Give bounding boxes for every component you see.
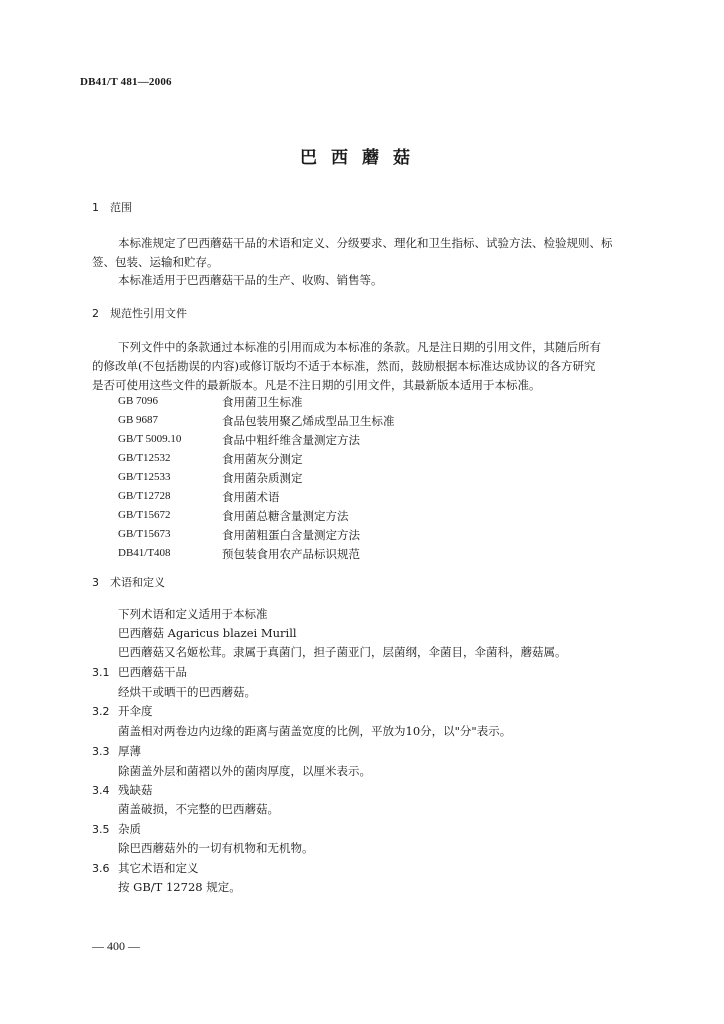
section-1-scope-line: 本标准适用于巴西蘑菇干品的生产、收购、销售等。: [118, 273, 383, 287]
reference-code: GB 9687: [118, 414, 159, 426]
reference-title: 食用菌灰分测定: [222, 452, 303, 466]
reference-title: 食用菌杂质测定: [222, 471, 303, 485]
reference-title: 食用菌术语: [222, 490, 280, 504]
section-2-paragraph-line: 下列文件中的条款通过本标准的引用而成为本标准的条款。凡是注日期的引用文件，其随后所有: [118, 340, 601, 354]
reference-title: 食品中粗纤维含量测定方法: [222, 433, 360, 447]
reference-title: 食品包装用聚乙烯成型品卫生标准: [222, 414, 395, 428]
section-2-paragraph-line: 的修改单(不包括勘误的内容)或修订版均不适于本标准，然而，鼓励根据本标准达成协议的各方研究: [92, 359, 596, 373]
term-number: 3.3: [92, 745, 110, 758]
term-definition: 除巴西蘑菇外的一切有机物和无机物。: [118, 841, 314, 855]
term-definition: 菌盖相对两卷边内边缘的距离与菌盖宽度的比例，平放为10分，以"分"表示。: [118, 724, 512, 738]
page-number: — 400 —: [92, 939, 140, 953]
reference-code: GB/T12532: [118, 452, 171, 464]
term-name: 杂质: [118, 822, 141, 836]
reference-title: 食用菌总糖含量测定方法: [222, 509, 349, 523]
term-name: 厚薄: [118, 744, 141, 758]
term-definition: 按 GB/T 12728 规定。: [118, 880, 241, 894]
document-code: DB41/T 481—2006: [80, 76, 172, 88]
section-1-paragraph-line: 本标准规定了巴西蘑菇干品的术语和定义、分级要求、理化和卫生指标、试验方法、检验规则、标: [118, 236, 613, 250]
term-name: 巴西蘑菇干品: [118, 665, 187, 679]
term-number: 3.5: [92, 823, 110, 836]
section-2-heading: 2 规范性引用文件: [92, 307, 187, 320]
term-number: 3.2: [92, 705, 110, 718]
section-2-paragraph-line: 是否可使用这些文件的最新版本。凡是不注日期的引用文件，其最新版本适用于本标准。: [92, 378, 541, 392]
reference-code: GB/T15673: [118, 528, 171, 540]
reference-code: GB/T12728: [118, 490, 171, 502]
term-number: 3.6: [92, 862, 110, 875]
reference-code: DB41/T408: [118, 547, 171, 559]
section-1-heading: 1 范围: [92, 201, 132, 214]
reference-code: GB/T15672: [118, 509, 171, 521]
term-number: 3.1: [92, 666, 110, 679]
section-3-heading: 3 术语和定义: [92, 576, 165, 589]
reference-title: 预包装食用农产品标识规范: [222, 547, 360, 561]
reference-title: 食用菌卫生标准: [222, 395, 303, 409]
section-3-description: 巴西蘑菇又名姬松茸。隶属于真菌门，担子菌亚门，层菌纲，伞菌目，伞菌科，蘑菇属。: [118, 645, 567, 659]
term-name: 残缺菇: [118, 783, 153, 797]
term-definition: 经烘干或晒干的巴西蘑菇。: [118, 685, 256, 699]
reference-code: GB 7096: [118, 395, 159, 407]
term-definition: 菌盖破损，不完整的巴西蘑菇。: [118, 802, 279, 816]
term-number: 3.4: [92, 784, 110, 797]
reference-code: GB/T12533: [118, 471, 171, 483]
term-name: 其它术语和定义: [118, 861, 199, 875]
reference-code: GB/T 5009.10: [118, 433, 182, 445]
section-3-intro: 下列术语和定义适用于本标准: [118, 607, 268, 621]
section-3-latin-name: 巴西蘑菇 Agaricus blazei Murill: [118, 626, 297, 640]
reference-title: 食用菌粗蛋白含量测定方法: [222, 528, 360, 542]
section-1-paragraph-line: 签、包装、运输和贮存。: [92, 255, 219, 269]
document-title: 巴西蘑菇: [300, 148, 424, 168]
term-definition: 除菌盖外层和菌褶以外的菌肉厚度，以厘米表示。: [118, 764, 371, 778]
term-name: 开伞度: [118, 704, 153, 718]
